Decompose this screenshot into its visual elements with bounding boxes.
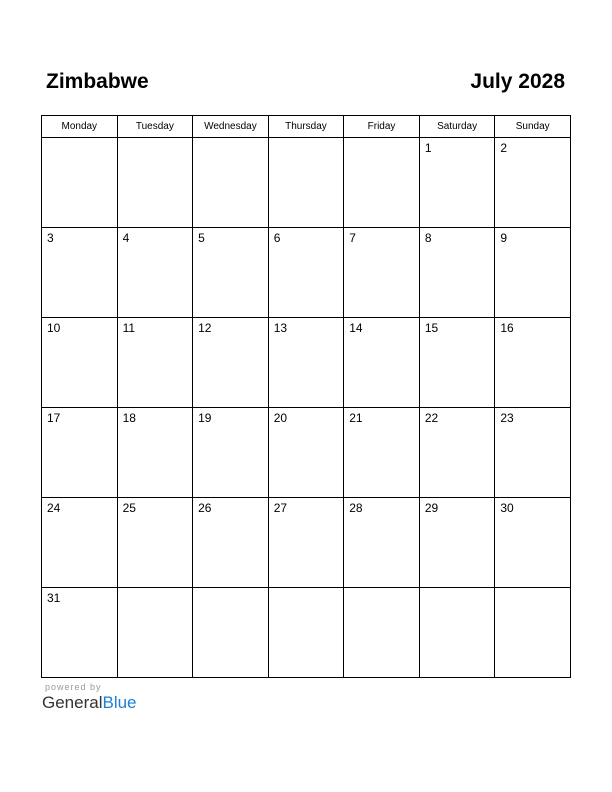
day-cell <box>419 408 495 498</box>
day-number: 11 <box>122 321 136 335</box>
weekday-header-row <box>42 116 571 138</box>
day-cell <box>117 318 193 408</box>
country-title: Zimbabwe <box>46 70 149 93</box>
day-cell <box>117 138 193 228</box>
day-cell <box>117 588 193 678</box>
day-number: 31 <box>47 591 61 605</box>
day-number: 25 <box>122 501 136 515</box>
day-number <box>42 138 117 141</box>
day-number: 23 <box>500 411 514 425</box>
week-row <box>42 408 571 498</box>
day-number: 6 <box>273 231 281 245</box>
day-number: 27 <box>273 501 288 515</box>
day-cell <box>495 318 571 408</box>
day-number: 8 <box>424 231 432 245</box>
day-cell <box>495 228 571 318</box>
day-cell <box>344 318 420 408</box>
day-cell <box>495 138 571 228</box>
day-cell <box>344 138 420 228</box>
day-cell <box>419 228 495 318</box>
day-cell <box>419 318 495 408</box>
day-number: 30 <box>500 501 514 515</box>
day-cell <box>193 408 269 498</box>
day-number: 15 <box>424 321 439 335</box>
day-cell <box>42 138 118 228</box>
day-cell <box>42 228 118 318</box>
day-number <box>495 588 570 591</box>
brand-blue: Blue <box>102 693 137 712</box>
week-row <box>42 498 571 588</box>
day-number: 10 <box>47 321 61 335</box>
day-cell <box>495 498 571 588</box>
day-cell <box>268 498 344 588</box>
day-number <box>193 588 268 591</box>
day-cell <box>193 498 269 588</box>
day-cell <box>268 138 344 228</box>
day-number: 7 <box>349 231 356 245</box>
day-number <box>269 588 344 591</box>
day-number: 17 <box>47 411 61 425</box>
day-number: 18 <box>122 411 136 425</box>
day-cell <box>344 588 420 678</box>
day-cell <box>193 588 269 678</box>
day-number <box>118 588 193 591</box>
day-number: 26 <box>198 501 212 515</box>
day-cell <box>268 408 344 498</box>
week-row <box>42 138 571 228</box>
day-cell <box>117 228 193 318</box>
day-number: 4 <box>122 231 130 245</box>
day-cell <box>117 498 193 588</box>
day-number: 28 <box>349 501 363 515</box>
day-cell <box>419 138 495 228</box>
day-number: 5 <box>198 231 205 245</box>
day-number: 21 <box>349 411 363 425</box>
calendar-grid <box>41 115 571 678</box>
brand-general: General <box>42 693 103 712</box>
weekday-header: Tuesday <box>117 116 193 138</box>
day-number: 13 <box>273 321 288 335</box>
day-cell <box>42 498 118 588</box>
day-cell <box>193 138 269 228</box>
day-cell <box>117 408 193 498</box>
day-cell <box>495 408 571 498</box>
day-number: 24 <box>47 501 61 515</box>
day-number: 9 <box>500 231 508 245</box>
day-number: 1 <box>424 141 432 155</box>
day-cell <box>344 498 420 588</box>
day-cell <box>344 408 420 498</box>
weekday-header: Monday <box>42 116 118 138</box>
day-cell <box>42 408 118 498</box>
day-number <box>269 138 344 141</box>
day-number: 3 <box>47 231 54 245</box>
day-cell <box>344 228 420 318</box>
day-number: 14 <box>349 321 363 335</box>
weekday-header: Friday <box>344 116 420 138</box>
day-number: 16 <box>500 321 514 335</box>
day-cell <box>193 228 269 318</box>
day-number <box>344 588 419 591</box>
day-cell <box>42 318 118 408</box>
weekday-header: Thursday <box>268 116 344 138</box>
day-cell <box>495 588 571 678</box>
weekday-header: Sunday <box>495 116 571 138</box>
day-cell <box>42 588 118 678</box>
day-number <box>344 138 419 141</box>
day-number: 2 <box>500 141 508 155</box>
day-number: 29 <box>424 501 439 515</box>
day-cell <box>268 318 344 408</box>
day-cell <box>419 498 495 588</box>
day-number: 22 <box>424 411 439 425</box>
day-number: 12 <box>198 321 212 335</box>
day-number <box>420 588 495 591</box>
week-row <box>42 228 571 318</box>
weekday-header: Wednesday <box>193 116 269 138</box>
day-cell <box>268 228 344 318</box>
day-cell <box>268 588 344 678</box>
weekday-header: Saturday <box>419 116 495 138</box>
day-number: 20 <box>273 411 288 425</box>
month-year-title: July 2028 <box>470 70 565 93</box>
day-number <box>118 138 193 141</box>
brand-logo[interactable] <box>42 693 137 713</box>
day-number: 19 <box>198 411 212 425</box>
day-number <box>193 138 268 141</box>
day-cell <box>419 588 495 678</box>
week-row <box>42 318 571 408</box>
week-row <box>42 588 571 678</box>
day-cell <box>193 318 269 408</box>
powered-by-label: powered by <box>45 682 102 692</box>
